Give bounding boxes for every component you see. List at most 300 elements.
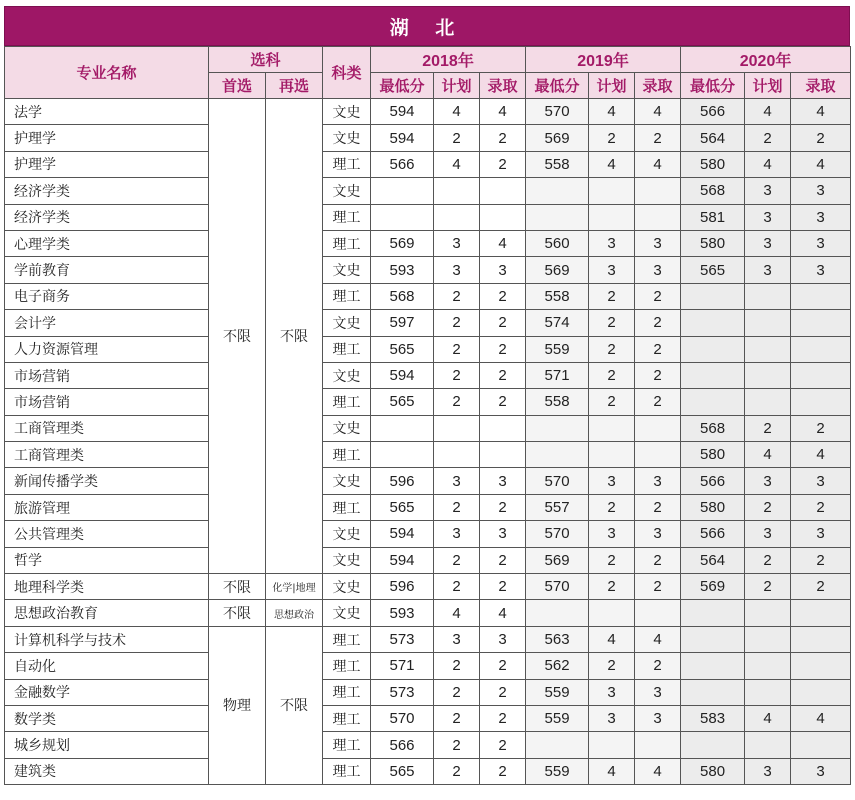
min-score-cell [681, 679, 745, 705]
header-min-score: 最低分 [371, 73, 434, 99]
category-cell: 理工 [323, 151, 371, 177]
major-name: 工商管理类 [5, 442, 209, 468]
second-choice-cell: 思想政治 [266, 600, 323, 626]
header-elective: 选科 [209, 47, 323, 73]
plan-cell: 2 [434, 653, 480, 679]
major-name: 学前教育 [5, 257, 209, 283]
admitted-cell [480, 204, 526, 230]
min-score-cell: 594 [371, 125, 434, 151]
category-cell: 文史 [323, 310, 371, 336]
admitted-cell [635, 415, 681, 441]
plan-cell: 2 [589, 283, 635, 309]
min-score-cell [681, 310, 745, 336]
min-score-cell: 557 [526, 494, 589, 520]
major-name: 地理科学类 [5, 574, 209, 600]
major-name: 公共管理类 [5, 521, 209, 547]
plan-cell: 2 [434, 310, 480, 336]
admitted-cell [791, 362, 851, 388]
min-score-cell [681, 600, 745, 626]
plan-cell: 2 [589, 574, 635, 600]
plan-cell: 2 [589, 389, 635, 415]
min-score-cell: 565 [371, 389, 434, 415]
header-major: 专业名称 [5, 47, 209, 99]
table-row [5, 758, 851, 784]
min-score-cell: 583 [681, 705, 745, 731]
min-score-cell: 571 [371, 653, 434, 679]
min-score-cell [681, 336, 745, 362]
plan-cell: 4 [589, 99, 635, 125]
plan-cell: 2 [589, 494, 635, 520]
min-score-cell: 573 [371, 626, 434, 652]
second-choice-cell: 不限 [266, 99, 323, 574]
min-score-cell: 565 [681, 257, 745, 283]
table-row [5, 336, 851, 362]
admitted-cell: 3 [791, 204, 851, 230]
min-score-cell: 559 [526, 336, 589, 362]
min-score-cell [681, 732, 745, 758]
admitted-cell [635, 204, 681, 230]
first-choice-cell: 物理 [209, 626, 266, 784]
plan-cell [434, 442, 480, 468]
admitted-cell [635, 442, 681, 468]
plan-cell: 2 [589, 336, 635, 362]
admitted-cell: 2 [480, 494, 526, 520]
plan-cell: 4 [745, 442, 791, 468]
min-score-cell: 594 [371, 99, 434, 125]
min-score-cell: 559 [526, 679, 589, 705]
plan-cell: 2 [434, 758, 480, 784]
major-name: 市场营销 [5, 389, 209, 415]
plan-cell: 3 [745, 521, 791, 547]
major-name: 经济学类 [5, 178, 209, 204]
plan-cell: 2 [589, 653, 635, 679]
table-row [5, 705, 851, 731]
admitted-cell [791, 336, 851, 362]
admitted-cell: 4 [480, 230, 526, 256]
min-score-cell: 573 [371, 679, 434, 705]
admitted-cell: 2 [480, 336, 526, 362]
admitted-cell: 2 [480, 389, 526, 415]
min-score-cell: 562 [526, 653, 589, 679]
admitted-cell: 2 [480, 574, 526, 600]
major-name: 市场营销 [5, 362, 209, 388]
plan-cell [745, 362, 791, 388]
admitted-cell [480, 442, 526, 468]
plan-cell: 4 [589, 151, 635, 177]
header-admitted: 录取 [635, 73, 681, 99]
admitted-cell: 2 [635, 494, 681, 520]
plan-cell [434, 415, 480, 441]
min-score-cell [371, 415, 434, 441]
category-cell: 理工 [323, 732, 371, 758]
major-name: 电子商务 [5, 283, 209, 309]
admitted-cell: 3 [791, 521, 851, 547]
category-cell: 理工 [323, 204, 371, 230]
admitted-cell: 2 [791, 125, 851, 151]
plan-cell [745, 732, 791, 758]
major-name: 城乡规划 [5, 732, 209, 758]
header-admitted: 录取 [480, 73, 526, 99]
min-score-cell: 566 [371, 151, 434, 177]
min-score-cell: 566 [371, 732, 434, 758]
min-score-cell: 568 [371, 283, 434, 309]
admitted-cell: 3 [791, 178, 851, 204]
plan-cell: 3 [745, 230, 791, 256]
plan-cell: 4 [745, 151, 791, 177]
min-score-cell: 569 [526, 125, 589, 151]
category-cell: 理工 [323, 230, 371, 256]
plan-cell: 3 [589, 521, 635, 547]
plan-cell: 2 [745, 125, 791, 151]
header-min-score: 最低分 [526, 73, 589, 99]
header-plan: 计划 [745, 73, 791, 99]
min-score-cell: 568 [681, 415, 745, 441]
plan-cell: 4 [745, 705, 791, 731]
second-choice-cell: 化学|地理 [266, 574, 323, 600]
admitted-cell: 2 [480, 653, 526, 679]
plan-cell: 2 [745, 547, 791, 573]
major-name: 数学类 [5, 705, 209, 731]
major-name: 建筑类 [5, 758, 209, 784]
table-body [5, 99, 851, 785]
major-name: 自动化 [5, 653, 209, 679]
min-score-cell: 570 [371, 705, 434, 731]
admitted-cell: 2 [791, 415, 851, 441]
plan-cell: 3 [589, 468, 635, 494]
second-choice-cell: 不限 [266, 626, 323, 784]
plan-cell [589, 204, 635, 230]
table-row [5, 230, 851, 256]
major-name: 护理学 [5, 151, 209, 177]
admitted-cell: 4 [635, 99, 681, 125]
plan-cell [434, 204, 480, 230]
admitted-cell: 2 [480, 125, 526, 151]
min-score-cell: 580 [681, 151, 745, 177]
major-name: 经济学类 [5, 204, 209, 230]
table-row [5, 310, 851, 336]
plan-cell: 2 [434, 389, 480, 415]
admitted-cell: 3 [480, 468, 526, 494]
plan-cell: 2 [589, 547, 635, 573]
major-name: 人力资源管理 [5, 336, 209, 362]
category-cell: 理工 [323, 442, 371, 468]
min-score-cell: 570 [526, 521, 589, 547]
min-score-cell [526, 178, 589, 204]
first-choice-cell: 不限 [209, 99, 266, 574]
min-score-cell: 580 [681, 494, 745, 520]
admitted-cell: 2 [791, 574, 851, 600]
major-name: 哲学 [5, 547, 209, 573]
plan-cell [745, 653, 791, 679]
min-score-cell: 569 [526, 257, 589, 283]
plan-cell [745, 679, 791, 705]
min-score-cell: 566 [681, 468, 745, 494]
table-row [5, 204, 851, 230]
min-score-cell: 594 [371, 362, 434, 388]
admitted-cell: 3 [480, 257, 526, 283]
admitted-cell: 2 [480, 705, 526, 731]
min-score-cell [526, 732, 589, 758]
min-score-cell: 565 [371, 758, 434, 784]
header-category: 科类 [323, 47, 371, 99]
header-year-2018: 2018年 [371, 47, 526, 73]
min-score-cell: 559 [526, 705, 589, 731]
admitted-cell: 2 [480, 151, 526, 177]
category-cell: 文史 [323, 600, 371, 626]
min-score-cell: 571 [526, 362, 589, 388]
admitted-cell: 4 [480, 99, 526, 125]
first-choice-cell: 不限 [209, 600, 266, 626]
admitted-cell [791, 653, 851, 679]
header-year-2019: 2019年 [526, 47, 681, 73]
plan-cell: 3 [745, 204, 791, 230]
plan-cell: 2 [589, 125, 635, 151]
min-score-cell [526, 415, 589, 441]
table-row [5, 362, 851, 388]
admitted-cell: 2 [791, 547, 851, 573]
admitted-cell: 2 [480, 310, 526, 336]
admitted-cell [480, 415, 526, 441]
admitted-cell: 4 [791, 705, 851, 731]
min-score-cell: 580 [681, 442, 745, 468]
min-score-cell: 560 [526, 230, 589, 256]
min-score-cell [371, 204, 434, 230]
min-score-cell: 564 [681, 547, 745, 573]
header-second-choice: 再选 [266, 73, 323, 99]
admitted-cell: 2 [480, 283, 526, 309]
min-score-cell: 565 [371, 494, 434, 520]
plan-cell [745, 389, 791, 415]
admitted-cell: 2 [791, 494, 851, 520]
plan-cell: 2 [434, 574, 480, 600]
table-row [5, 679, 851, 705]
major-name: 法学 [5, 99, 209, 125]
admitted-cell [791, 732, 851, 758]
admission-scores-table [4, 46, 851, 785]
plan-cell [745, 600, 791, 626]
plan-cell: 3 [589, 679, 635, 705]
min-score-cell [681, 389, 745, 415]
table-title: 湖 北 [4, 6, 850, 46]
min-score-cell [371, 178, 434, 204]
header-first-choice: 首选 [209, 73, 266, 99]
plan-cell [589, 732, 635, 758]
admitted-cell: 2 [635, 336, 681, 362]
admitted-cell: 3 [791, 257, 851, 283]
plan-cell: 2 [434, 547, 480, 573]
plan-cell: 3 [434, 230, 480, 256]
table-row [5, 283, 851, 309]
admitted-cell: 3 [791, 230, 851, 256]
header-plan: 计划 [589, 73, 635, 99]
admitted-cell: 4 [635, 626, 681, 652]
min-score-cell [681, 283, 745, 309]
plan-cell: 2 [434, 679, 480, 705]
min-score-cell [371, 442, 434, 468]
admitted-cell: 4 [791, 99, 851, 125]
min-score-cell [681, 653, 745, 679]
min-score-cell: 564 [681, 125, 745, 151]
major-name: 护理学 [5, 125, 209, 151]
plan-cell [745, 626, 791, 652]
admitted-cell [635, 178, 681, 204]
admitted-cell: 2 [635, 547, 681, 573]
min-score-cell: 596 [371, 468, 434, 494]
min-score-cell: 594 [371, 547, 434, 573]
category-cell: 理工 [323, 653, 371, 679]
admitted-cell: 2 [635, 389, 681, 415]
admitted-cell [791, 679, 851, 705]
major-name: 金融数学 [5, 679, 209, 705]
plan-cell [745, 310, 791, 336]
plan-cell: 2 [434, 362, 480, 388]
min-score-cell: 574 [526, 310, 589, 336]
table-row [5, 626, 851, 652]
plan-cell: 2 [745, 415, 791, 441]
min-score-cell: 593 [371, 257, 434, 283]
admitted-cell: 2 [635, 362, 681, 388]
table-row [5, 468, 851, 494]
plan-cell: 4 [434, 600, 480, 626]
admitted-cell [791, 389, 851, 415]
admitted-cell: 2 [480, 362, 526, 388]
min-score-cell [526, 442, 589, 468]
table-row [5, 494, 851, 520]
table-row [5, 178, 851, 204]
table-row [5, 442, 851, 468]
admission-table-panel [4, 6, 850, 785]
plan-cell [589, 600, 635, 626]
header-year-2020: 2020年 [681, 47, 851, 73]
major-name: 会计学 [5, 310, 209, 336]
major-name: 心理学类 [5, 230, 209, 256]
plan-cell: 3 [589, 705, 635, 731]
min-score-cell: 570 [526, 574, 589, 600]
major-name: 计算机科学与技术 [5, 626, 209, 652]
plan-cell: 3 [745, 178, 791, 204]
category-cell: 文史 [323, 178, 371, 204]
plan-cell [589, 442, 635, 468]
min-score-cell: 559 [526, 758, 589, 784]
admitted-cell [791, 626, 851, 652]
admitted-cell: 3 [480, 521, 526, 547]
plan-cell [434, 178, 480, 204]
plan-cell: 4 [589, 758, 635, 784]
min-score-cell: 569 [371, 230, 434, 256]
table-row [5, 653, 851, 679]
table-row [5, 151, 851, 177]
plan-cell: 2 [434, 125, 480, 151]
plan-cell: 3 [434, 257, 480, 283]
category-cell: 理工 [323, 389, 371, 415]
admitted-cell [791, 600, 851, 626]
table-row [5, 574, 851, 600]
admitted-cell: 3 [635, 521, 681, 547]
category-cell: 文史 [323, 257, 371, 283]
plan-cell: 3 [745, 257, 791, 283]
table-row [5, 125, 851, 151]
min-score-cell [526, 204, 589, 230]
table-row [5, 732, 851, 758]
plan-cell [745, 283, 791, 309]
first-choice-cell: 不限 [209, 574, 266, 600]
category-cell: 文史 [323, 362, 371, 388]
admitted-cell [791, 310, 851, 336]
admitted-cell: 2 [480, 679, 526, 705]
header-plan: 计划 [434, 73, 480, 99]
plan-cell [745, 336, 791, 362]
category-cell: 文史 [323, 574, 371, 600]
min-score-cell: 566 [681, 99, 745, 125]
admitted-cell: 2 [635, 574, 681, 600]
plan-cell: 2 [434, 283, 480, 309]
min-score-cell: 568 [681, 178, 745, 204]
plan-cell: 2 [589, 310, 635, 336]
table-row [5, 547, 851, 573]
min-score-cell: 597 [371, 310, 434, 336]
category-cell: 理工 [323, 626, 371, 652]
plan-cell: 4 [434, 151, 480, 177]
plan-cell [589, 415, 635, 441]
plan-cell: 2 [745, 574, 791, 600]
min-score-cell: 565 [371, 336, 434, 362]
min-score-cell: 558 [526, 151, 589, 177]
category-cell: 理工 [323, 705, 371, 731]
category-cell: 文史 [323, 125, 371, 151]
plan-cell: 3 [434, 521, 480, 547]
admitted-cell [635, 600, 681, 626]
plan-cell: 3 [589, 230, 635, 256]
admitted-cell: 2 [480, 758, 526, 784]
table-row [5, 99, 851, 125]
category-cell: 理工 [323, 679, 371, 705]
plan-cell: 2 [434, 705, 480, 731]
admitted-cell [635, 732, 681, 758]
major-name: 旅游管理 [5, 494, 209, 520]
min-score-cell: 594 [371, 521, 434, 547]
min-score-cell: 558 [526, 283, 589, 309]
min-score-cell: 580 [681, 230, 745, 256]
min-score-cell [681, 362, 745, 388]
plan-cell: 2 [434, 336, 480, 362]
admitted-cell [791, 283, 851, 309]
plan-cell: 3 [745, 468, 791, 494]
min-score-cell: 596 [371, 574, 434, 600]
plan-cell: 3 [434, 626, 480, 652]
admitted-cell: 3 [480, 626, 526, 652]
table-row [5, 389, 851, 415]
major-name: 新闻传播学类 [5, 468, 209, 494]
admitted-cell: 4 [791, 151, 851, 177]
admitted-cell: 2 [480, 732, 526, 758]
category-cell: 文史 [323, 99, 371, 125]
header-min-score: 最低分 [681, 73, 745, 99]
min-score-cell: 566 [681, 521, 745, 547]
min-score-cell [526, 600, 589, 626]
admitted-cell: 4 [635, 758, 681, 784]
plan-cell: 4 [745, 99, 791, 125]
min-score-cell: 569 [681, 574, 745, 600]
min-score-cell: 569 [526, 547, 589, 573]
plan-cell: 3 [434, 468, 480, 494]
admitted-cell: 2 [635, 283, 681, 309]
major-name: 思想政治教育 [5, 600, 209, 626]
min-score-cell: 570 [526, 99, 589, 125]
plan-cell: 2 [434, 732, 480, 758]
header-admitted: 录取 [791, 73, 851, 99]
category-cell: 理工 [323, 758, 371, 784]
admitted-cell: 3 [635, 705, 681, 731]
